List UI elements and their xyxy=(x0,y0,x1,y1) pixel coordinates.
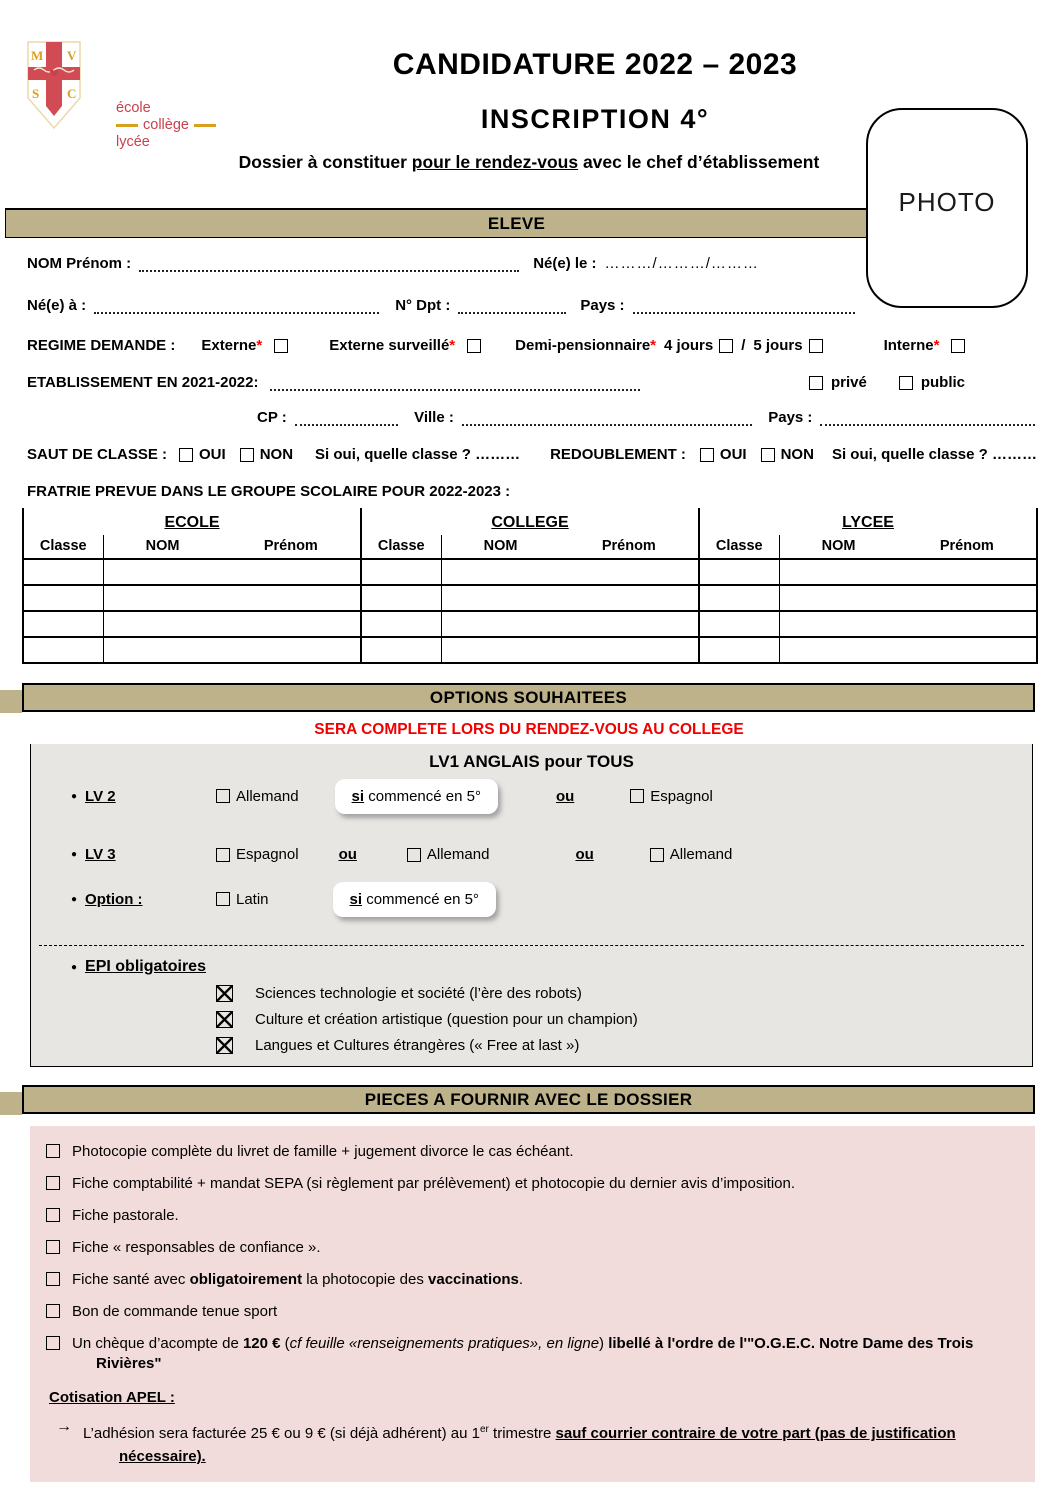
si-commence-note: si commencé en 5° xyxy=(333,882,496,917)
si-commence-note: si commencé en 5° xyxy=(335,779,498,814)
table-cell[interactable] xyxy=(699,559,779,585)
saut-non-label: NON xyxy=(259,446,294,463)
regime-option-interne xyxy=(884,337,966,354)
logo-line-lycee: lycée xyxy=(116,134,150,150)
option-label: ● Option : xyxy=(71,890,143,908)
checkbox-latin[interactable] xyxy=(216,892,230,906)
ne-le-label: Né(e) le : xyxy=(533,255,597,272)
saut-de-classe-label: SAUT DE CLASSE : xyxy=(27,446,168,463)
checklist-item xyxy=(38,1174,1017,1194)
checkbox-prive[interactable] xyxy=(809,376,823,390)
table-cell[interactable] xyxy=(699,637,779,663)
ville-field[interactable] xyxy=(462,412,752,426)
checkbox-epi-sciences[interactable] xyxy=(216,985,233,1002)
checklist-item xyxy=(38,1302,1017,1322)
pays-naissance-label: Pays : xyxy=(580,297,625,314)
checkbox-cheque-acompte[interactable] xyxy=(46,1336,60,1350)
checkbox-public[interactable] xyxy=(899,376,913,390)
apel-note: L’adhésion sera facturée 25 € ou 9 € (si déjà adhérent) au 1er trimestre sauf courrier contraire de votre part (pas de justification nécessaire). xyxy=(83,1424,956,1465)
regime-option-demi-pensionnaire xyxy=(515,337,822,354)
regime-label: REGIME DEMANDE : xyxy=(27,337,176,354)
saut-oui-label: OUI xyxy=(199,446,226,463)
lv3-choice-allemand-2: Allemand xyxy=(669,846,733,863)
regime-row xyxy=(27,337,1035,354)
saut-redoublement-row xyxy=(27,446,1035,463)
demi-pensionnaire-label: Demi-pensionnaire* xyxy=(515,337,657,354)
section-header-options xyxy=(22,683,1035,712)
redoublement-non-label: NON xyxy=(780,446,814,463)
table-cell[interactable] xyxy=(103,637,361,663)
dpt-label: N° Dpt : xyxy=(395,297,451,314)
redoublement-oui-label: OUI xyxy=(719,446,747,463)
checklist-item-label: Fiche pastorale. xyxy=(72,1207,179,1224)
checkbox-externe-surveille[interactable] xyxy=(467,339,481,353)
fratrie-column-header-row xyxy=(23,535,1037,559)
etablissement-label: ETABLISSEMENT EN 2021-2022: xyxy=(27,374,259,391)
table-cell[interactable] xyxy=(103,585,361,611)
nom-prenom-label: NOM Prénom : xyxy=(27,255,132,272)
checkbox-lv3-allemand-1[interactable] xyxy=(407,848,421,862)
epi-label: ● EPI obligatoires xyxy=(71,958,206,975)
checkbox-5-jours[interactable] xyxy=(809,339,823,353)
checkbox-interne[interactable] xyxy=(951,339,965,353)
epi-item-label: Culture et création artistique (question pour un champion) xyxy=(255,1011,638,1028)
table-cell[interactable] xyxy=(779,611,1037,637)
options-notice: SERA COMPLETE LORS DU RENDEZ-VOUS AU COLLEGE xyxy=(314,721,744,738)
epi-item-label: Sciences technologie et société (l’ère des robots) xyxy=(255,985,582,1002)
bullet-icon: ● xyxy=(71,849,78,860)
jours4-label: 4 jours xyxy=(664,337,714,354)
prive-option xyxy=(809,374,867,391)
checkbox-pastorale[interactable] xyxy=(46,1208,60,1222)
ou-label: ou xyxy=(555,787,575,805)
jours5-label: 5 jours xyxy=(753,337,803,354)
public-option xyxy=(899,374,965,391)
eleve-section-title: ELEVE xyxy=(487,213,546,233)
date-naissance-field[interactable]: ………/………/……… xyxy=(604,255,759,272)
lv2-choice-espagnol: Espagnol xyxy=(650,787,713,805)
checkbox-lv3-allemand-2[interactable] xyxy=(650,848,664,862)
column-header-classe: Classe xyxy=(23,535,103,559)
bullet-icon: ● xyxy=(71,961,78,973)
svg-text:M: M xyxy=(31,48,44,63)
checklist-item-label: Fiche santé avec obligatoirement la photocopie des vaccinations. xyxy=(72,1271,524,1288)
table-cell[interactable] xyxy=(23,611,103,637)
table-cell[interactable] xyxy=(441,585,699,611)
apel-note-row xyxy=(38,1418,1017,1468)
cotisation-apel-label: Cotisation APEL : xyxy=(49,1389,175,1406)
epi-item xyxy=(31,1037,1032,1054)
checklist-item xyxy=(38,1334,1017,1374)
pieces-section-title: PIECES A FOURNIR AVEC LE DOSSIER xyxy=(364,1089,693,1109)
checkbox-saut-oui[interactable] xyxy=(179,448,193,462)
table-cell[interactable] xyxy=(23,585,103,611)
checkbox-tenue-sport[interactable] xyxy=(46,1304,60,1318)
checkbox-comptabilite[interactable] xyxy=(46,1176,60,1190)
lv3-choice-espagnol: Espagnol xyxy=(236,846,299,863)
ville-label: Ville : xyxy=(414,409,454,426)
checkbox-lv2-espagnol[interactable] xyxy=(630,789,644,803)
checkbox-lv3-espagnol[interactable] xyxy=(216,848,230,862)
dpt-field[interactable] xyxy=(458,300,566,314)
options-section-title: OPTIONS SOUHAITEES xyxy=(429,687,628,707)
bullet-icon: ● xyxy=(71,790,78,802)
column-header-nom-prenom: NOM Prénom xyxy=(103,535,361,559)
group-header-ecole: ECOLE xyxy=(23,508,361,535)
photo-placeholder[interactable] xyxy=(866,108,1028,308)
photo-label: PHOTO xyxy=(898,186,996,217)
redoublement-si-oui-label: Si oui, quelle classe ? ……… xyxy=(831,446,1037,463)
slash-label: / xyxy=(741,337,746,354)
arrow-bullet-icon: → xyxy=(56,1418,72,1435)
checkbox-redoublement-oui[interactable] xyxy=(700,448,714,462)
nom-prenom-field[interactable] xyxy=(139,258,519,272)
checklist-item xyxy=(38,1142,1017,1162)
table-cell[interactable] xyxy=(23,559,103,585)
checklist-item-label: Fiche « responsables de confiance ». xyxy=(72,1239,321,1256)
lv2-row xyxy=(31,772,1032,820)
bullet-icon: ● xyxy=(71,893,78,905)
lv2-choice-allemand: Allemand xyxy=(236,787,299,805)
table-cell[interactable] xyxy=(779,637,1037,663)
regime-option-externe-surveille xyxy=(329,337,481,354)
column-header-nom-prenom: NOM Prénom xyxy=(779,535,1037,559)
option-choice-latin: Latin xyxy=(236,890,269,908)
checklist-item xyxy=(38,1270,1017,1290)
table-cell[interactable] xyxy=(361,559,441,585)
pays-etablissement-field[interactable] xyxy=(820,412,1035,426)
fratrie-group-header-row xyxy=(23,508,1037,535)
fratrie-table-row xyxy=(23,611,1037,637)
table-cell[interactable] xyxy=(103,559,361,585)
form-header xyxy=(0,0,1058,217)
pieces-checklist xyxy=(30,1126,1035,1482)
externe-label: Externe* xyxy=(201,337,263,354)
table-cell[interactable] xyxy=(361,611,441,637)
table-cell[interactable] xyxy=(23,637,103,663)
ne-a-label: Né(e) à : xyxy=(27,297,87,314)
cp-label: CP : xyxy=(257,409,287,426)
column-header-classe: Classe xyxy=(361,535,441,559)
section-header-pieces xyxy=(22,1085,1035,1114)
logo-line-college: collège xyxy=(143,117,189,133)
pays-etablissement-label: Pays : xyxy=(768,409,813,426)
column-header-nom-prenom: NOM Prénom xyxy=(441,535,699,559)
svg-text:C: C xyxy=(67,86,77,101)
lv1-title: LV1 ANGLAIS pour TOUS xyxy=(429,752,634,771)
redoublement-label: REDOUBLEMENT : xyxy=(550,446,686,463)
table-cell[interactable] xyxy=(699,585,779,611)
fratrie-table-row xyxy=(23,559,1037,585)
checkbox-epi-culture[interactable] xyxy=(216,1011,233,1028)
column-header-classe: Classe xyxy=(699,535,779,559)
checkbox-epi-langues[interactable] xyxy=(216,1037,233,1054)
epi-item xyxy=(31,985,1032,1002)
table-cell[interactable] xyxy=(103,611,361,637)
public-label: public xyxy=(920,374,965,391)
externe-surveille-label: Externe surveillé* xyxy=(329,337,456,354)
table-cell[interactable] xyxy=(779,559,1037,585)
ou-label: ou xyxy=(575,846,594,863)
lv3-choice-allemand-1: Allemand xyxy=(426,846,490,863)
interne-label: Interne* xyxy=(883,337,940,354)
logo-line-ecole: école xyxy=(116,100,151,116)
lv3-label: ● LV 3 xyxy=(71,846,116,863)
checklist-item-label: Photocopie complète du livret de famille + jugement divorce le cas échéant. xyxy=(72,1143,574,1160)
options-section xyxy=(0,683,1058,1067)
svg-text:V: V xyxy=(67,48,77,63)
table-cell[interactable] xyxy=(779,585,1037,611)
prive-label: privé xyxy=(830,374,867,391)
band-stub xyxy=(0,1092,22,1115)
checkbox-4-jours[interactable] xyxy=(719,339,733,353)
saut-si-oui-label: Si oui, quelle classe ? ……… xyxy=(315,446,521,463)
ou-label: ou xyxy=(338,846,357,863)
dashed-divider xyxy=(39,945,1024,946)
checkbox-saut-non[interactable] xyxy=(240,448,254,462)
lv2-label: ● LV 2 xyxy=(71,787,116,805)
page-title: CANDIDATURE 2022 – 2023 xyxy=(392,48,798,81)
table-cell[interactable] xyxy=(441,611,699,637)
checkbox-responsables[interactable] xyxy=(46,1240,60,1254)
lv3-row xyxy=(31,846,1032,863)
fratrie-table-row xyxy=(23,637,1037,663)
regime-option-externe xyxy=(201,337,288,354)
checkbox-redoublement-non[interactable] xyxy=(761,448,775,462)
group-header-lycee: LYCEE xyxy=(699,508,1037,535)
table-cell[interactable] xyxy=(441,637,699,663)
svg-text:S: S xyxy=(32,86,40,101)
table-cell[interactable] xyxy=(699,611,779,637)
checkbox-externe[interactable] xyxy=(274,339,288,353)
fratrie-table-row xyxy=(23,585,1037,611)
table-cell[interactable] xyxy=(361,637,441,663)
epi-item-label: Langues et Cultures étrangères (« Free at last ») xyxy=(255,1037,580,1054)
table-cell[interactable] xyxy=(441,559,699,585)
lieu-naissance-field[interactable] xyxy=(94,300,379,314)
page-subtitle: INSCRIPTION 4° xyxy=(480,104,710,134)
etablissement-row xyxy=(27,374,1035,391)
school-crest-icon xyxy=(26,40,82,132)
instruction-line: Dossier à constituer pour le rendez-vous avec le chef d’établissement xyxy=(238,152,820,172)
checklist-item xyxy=(38,1206,1017,1226)
pays-naissance-field[interactable] xyxy=(633,300,855,314)
option-latin-row xyxy=(31,877,1032,921)
band-stub xyxy=(0,690,22,713)
checkbox-lv2-allemand[interactable] xyxy=(216,789,230,803)
epi-item xyxy=(31,1011,1032,1028)
etablissement-field[interactable] xyxy=(270,377,640,391)
checklist-item-label: Bon de commande tenue sport xyxy=(72,1303,278,1320)
checklist-item-label: Fiche comptabilité + mandat SEPA (si règlement par prélèvement) et photocopie du dernier avis d’imposition. xyxy=(72,1175,796,1192)
adresse-etablissement-row xyxy=(27,409,1035,426)
cp-field[interactable] xyxy=(295,412,398,426)
checklist-item xyxy=(38,1238,1017,1258)
fratrie-intro: FRATRIE PREVUE DANS LE GROUPE SCOLAIRE POUR 2022-2023 : xyxy=(27,483,511,500)
fratrie-table xyxy=(22,508,1038,664)
checkbox-fiche-sante[interactable] xyxy=(46,1272,60,1286)
options-box xyxy=(30,744,1033,1067)
checkbox-livret-famille[interactable] xyxy=(46,1144,60,1158)
pieces-section xyxy=(0,1085,1058,1482)
checklist-item-label: Un chèque d’acompte de 120 € (cf feuille «renseignements pratiques», en ligne) libellé à l'ordre de l'"O.G.E.C. Notre Dame des Trois Rivières" xyxy=(72,1335,974,1372)
fratrie-intro-row xyxy=(27,483,1035,500)
group-header-college: COLLEGE xyxy=(361,508,699,535)
table-cell[interactable] xyxy=(361,585,441,611)
